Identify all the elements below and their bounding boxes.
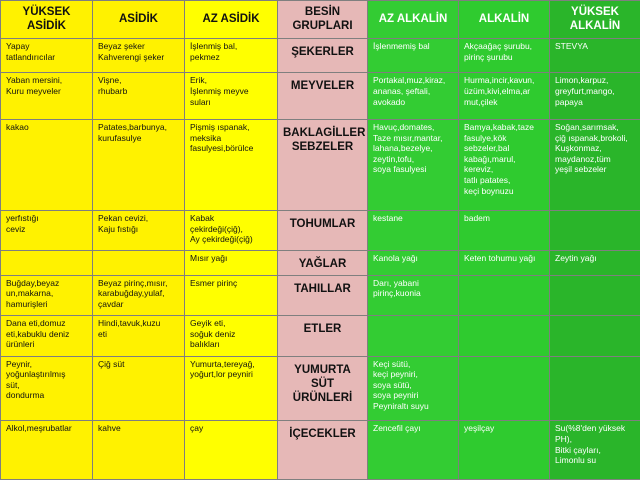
- table-row: [1, 316, 640, 356]
- cell-yuksek-asidik: Buğday,beyaz un,makarna, hamurişleri: [1, 275, 93, 315]
- cell-yuksek-alkalin: Limon,karpuz, greyfurt,mango, papaya: [550, 73, 640, 120]
- cell-asidik: Hindi,tavuk,kuzu eti: [93, 316, 185, 356]
- cell-az-asidik: Yumurta,tereyağ, yoğurt,lor peyniri: [185, 356, 278, 421]
- food-group-label: İÇECEKLER: [278, 421, 368, 480]
- cell-alkalin: [459, 275, 550, 315]
- cell-az-asidik: İşlenmiş bal, pekmez: [185, 39, 278, 73]
- cell-az-alkalin: Kanola yağı: [368, 251, 459, 275]
- food-group-label: YAĞLAR: [278, 251, 368, 275]
- cell-alkalin: Bamya,kabak,taze fasulye,kök sebzeler,bal kabağı,marul, kereviz, tatlı patates, keçi boynuzu: [459, 119, 550, 210]
- header-row: [1, 1, 640, 39]
- cell-az-asidik: Erik, İşlenmiş meyve suları: [185, 73, 278, 120]
- cell-az-asidik: Pişmiş ıspanak, meksika fasulyesi,börülce: [185, 119, 278, 210]
- cell-yuksek-asidik: Dana eti,domuz eti,kabuklu deniz ürünleri: [1, 316, 93, 356]
- food-group-label: ŞEKERLER: [278, 39, 368, 73]
- cell-az-alkalin: Darı, yabani pirinç,kuonia: [368, 275, 459, 315]
- cell-yuksek-alkalin: [550, 356, 640, 421]
- cell-yuksek-asidik: yerfıstığı ceviz: [1, 210, 93, 250]
- cell-az-asidik: çay: [185, 421, 278, 480]
- cell-yuksek-alkalin: Soğan,sarımsak, çiğ ıspanak,brokoli, Kuşkonmaz, maydanoz,tüm yeşil sebzeler: [550, 119, 640, 210]
- cell-az-alkalin: Keçi sütü, keçi peyniri, soya sütü, soya peyniri Peyniraltı suyu: [368, 356, 459, 421]
- cell-yuksek-asidik: kakao: [1, 119, 93, 210]
- header-yuksek-asidik: YÜKSEK ASİDİK: [1, 1, 93, 39]
- cell-az-alkalin: kestane: [368, 210, 459, 250]
- table-row: [1, 73, 640, 120]
- cell-asidik: Vişne, rhubarb: [93, 73, 185, 120]
- cell-az-alkalin: Zencefil çayı: [368, 421, 459, 480]
- cell-az-asidik: Mısır yağı: [185, 251, 278, 275]
- table-row: [1, 210, 640, 250]
- food-group-label: TAHILLAR: [278, 275, 368, 315]
- cell-yuksek-alkalin: [550, 275, 640, 315]
- table-row: [1, 356, 640, 421]
- cell-alkalin: badem: [459, 210, 550, 250]
- table-row: [1, 275, 640, 315]
- cell-yuksek-alkalin: [550, 210, 640, 250]
- table-body: [1, 39, 640, 480]
- table-row: [1, 119, 640, 210]
- food-group-label: MEYVELER: [278, 73, 368, 120]
- cell-yuksek-asidik: Yaban mersini, Kuru meyveler: [1, 73, 93, 120]
- cell-az-alkalin: İşlenmemiş bal: [368, 39, 459, 73]
- cell-asidik: Çiğ süt: [93, 356, 185, 421]
- cell-yuksek-asidik: Alkol,meşrubatlar: [1, 421, 93, 480]
- header-az-alkalin: AZ ALKALİN: [368, 1, 459, 39]
- table-row: [1, 421, 640, 480]
- food-group-label: TOHUMLAR: [278, 210, 368, 250]
- header-yuksek-alkalin: YÜKSEK ALKALİN: [550, 1, 640, 39]
- cell-yuksek-alkalin: Zeytin yağı: [550, 251, 640, 275]
- cell-asidik: Patates,barbunya, kurufasulye: [93, 119, 185, 210]
- cell-alkalin: Hurma,incir,kavun, üzüm,kivi,elma,ar mut,çilek: [459, 73, 550, 120]
- cell-az-asidik: Esmer pirinç: [185, 275, 278, 315]
- food-group-label: YUMURTA SÜT ÜRÜNLERİ: [278, 356, 368, 421]
- food-group-label: ETLER: [278, 316, 368, 356]
- table-row: [1, 251, 640, 275]
- cell-az-alkalin: Havuç,domates, Taze mısır,mantar, lahana,bezelye, zeytin,tofu, soya fasulyesi: [368, 119, 459, 210]
- cell-asidik: kahve: [93, 421, 185, 480]
- cell-yuksek-alkalin: [550, 316, 640, 356]
- header-alkalin: ALKALİN: [459, 1, 550, 39]
- cell-az-asidik: Geyik eti, soğuk deniz balıkları: [185, 316, 278, 356]
- cell-az-alkalin: [368, 316, 459, 356]
- cell-yuksek-asidik: Yapay tatlandırıcılar: [1, 39, 93, 73]
- cell-yuksek-alkalin: STEVYA: [550, 39, 640, 73]
- header-asidik: ASİDİK: [93, 1, 185, 39]
- cell-az-asidik: Kabak çekirdeği(çiğ), Ay çekirdeği(çiğ): [185, 210, 278, 250]
- table-row: [1, 39, 640, 73]
- cell-alkalin: [459, 356, 550, 421]
- cell-asidik: Pekan cevizi, Kaju fıstığı: [93, 210, 185, 250]
- cell-asidik: [93, 251, 185, 275]
- cell-asidik: Beyaz pirinç,mısır, karabuğday,yulaf, çavdar: [93, 275, 185, 315]
- cell-az-alkalin: Portakal,muz,kiraz, ananas, şeftali, avokado: [368, 73, 459, 120]
- cell-yuksek-asidik: Peynir, yoğunlaştırılmış süt, dondurma: [1, 356, 93, 421]
- header-az-asidik: AZ ASİDİK: [185, 1, 278, 39]
- header-besin-gruplari: BESİN GRUPLARI: [278, 1, 368, 39]
- cell-alkalin: Keten tohumu yağı: [459, 251, 550, 275]
- cell-alkalin: [459, 316, 550, 356]
- cell-yuksek-asidik: [1, 251, 93, 275]
- food-group-label: BAKLAGİLLER SEBZELER: [278, 119, 368, 210]
- cell-alkalin: yeşilçay: [459, 421, 550, 480]
- cell-alkalin: Akçaağaç şurubu, pirinç şurubu: [459, 39, 550, 73]
- cell-yuksek-alkalin: Su(%8'den yüksek PH), Bitki çayları, Limonlu su: [550, 421, 640, 480]
- cell-asidik: Beyaz şeker Kahverengi şeker: [93, 39, 185, 73]
